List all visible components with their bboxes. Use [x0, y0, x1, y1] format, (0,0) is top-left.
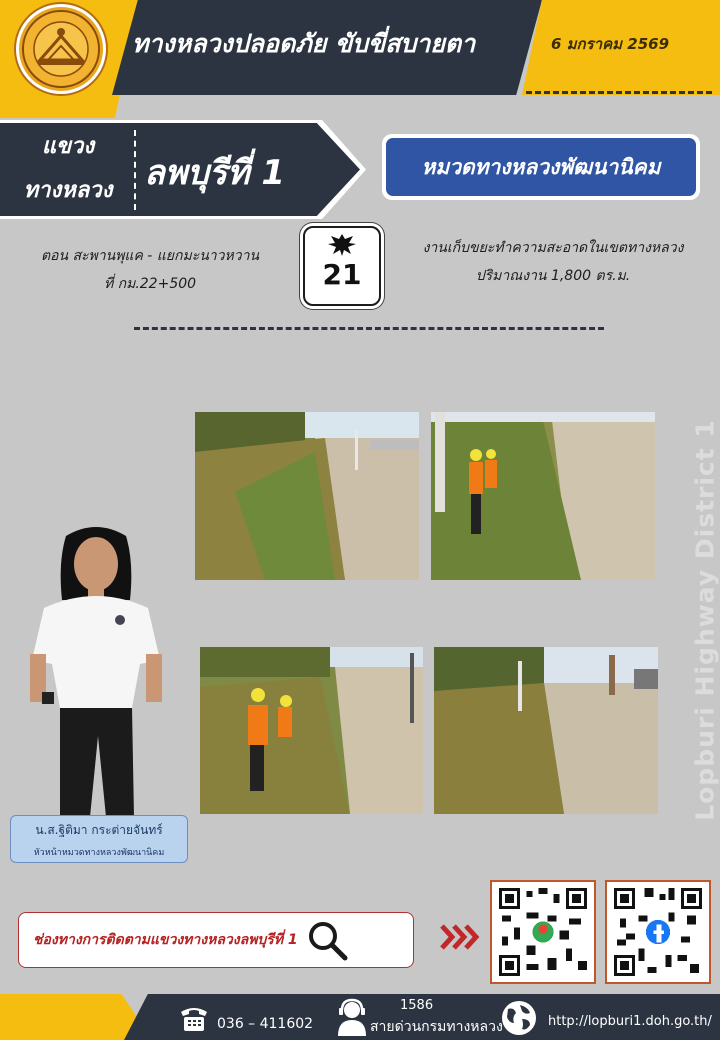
officer-name: น.ส.ฐิติมา กระต่ายจันทร์: [35, 823, 163, 837]
officer-portrait-icon: [22, 522, 170, 817]
district-name: ลพบุรีที่ 1: [144, 153, 285, 193]
garuda-icon: [325, 232, 359, 258]
cleaned-roadside-photo-icon: [434, 647, 658, 814]
district-label-line1: แขวง: [41, 134, 95, 159]
roadside-photo-icon: [195, 412, 419, 580]
header-title: ทางหลวงปลอดภัย ขับขี่สบายตา: [132, 29, 476, 58]
section-divider: [134, 327, 604, 330]
work-photo-2: [431, 412, 655, 580]
route-shield: [303, 226, 381, 306]
unit-name: หมวดทางหลวงพัฒนานิคม: [386, 138, 696, 196]
chevrons-right-icon: [440, 922, 480, 952]
qr-facebook-icon: [613, 888, 703, 976]
footer-hotline-number[interactable]: 1586: [400, 998, 434, 1013]
work-photo-4: [434, 647, 658, 814]
footer-phone[interactable]: 036 – 411602: [217, 1016, 314, 1032]
officer-photo: [22, 522, 170, 817]
follow-channels-box: [18, 912, 414, 968]
workers-ditch-photo-icon: [200, 647, 423, 814]
work-info: [398, 234, 708, 290]
officer-name-box: [10, 815, 188, 863]
footer-website-link[interactable]: http://lopburi1.doh.go.th/: [548, 1014, 712, 1029]
call-center-icon: [336, 998, 368, 1036]
unit-badge: [382, 134, 700, 200]
qr-code-maps[interactable]: [490, 880, 596, 984]
watermark: [690, 420, 720, 820]
watermark-text: Lopburi Highway District 1: [690, 419, 720, 821]
department-logo: [16, 4, 106, 94]
telephone-icon: [178, 1003, 210, 1033]
location-info: [18, 242, 282, 298]
district-label-line2: ทางหลวง: [23, 178, 113, 203]
location-km: ที่ กม.22+500: [103, 276, 197, 292]
footer-hotline-label: สายด่วนกรมทางหลวง: [370, 1019, 503, 1035]
workers-photo-icon: [431, 412, 655, 580]
header-divider: [526, 91, 712, 94]
qr-code-facebook[interactable]: [605, 880, 711, 984]
header-date: 6 มกราคม 2569: [551, 35, 670, 53]
work-quantity: ปริมาณงาน 1,800 ตร.ม.: [475, 268, 631, 284]
globe-icon: [500, 999, 538, 1037]
work-description: งานเก็บขยะทำความสะอาดในเขตทางหลวง: [422, 240, 684, 256]
search-icon: [306, 919, 348, 961]
follow-channels-text: ช่องทางการติดตามแขวงทางหลวงลพบุรีที่ 1: [33, 932, 298, 948]
district-label: [0, 123, 136, 216]
route-number: 21: [322, 258, 362, 291]
department-seal-icon: [20, 8, 102, 90]
location-section: ตอน สะพานพุแค - แยกมะนาวหวาน: [40, 248, 260, 264]
district-divider: [134, 130, 136, 210]
work-photo-3: [200, 647, 423, 814]
work-photo-1: [195, 412, 419, 580]
qr-map-icon: [498, 888, 588, 976]
officer-position: หัวหน้าหมวดทางหลวงพัฒนานิคม: [33, 848, 165, 858]
